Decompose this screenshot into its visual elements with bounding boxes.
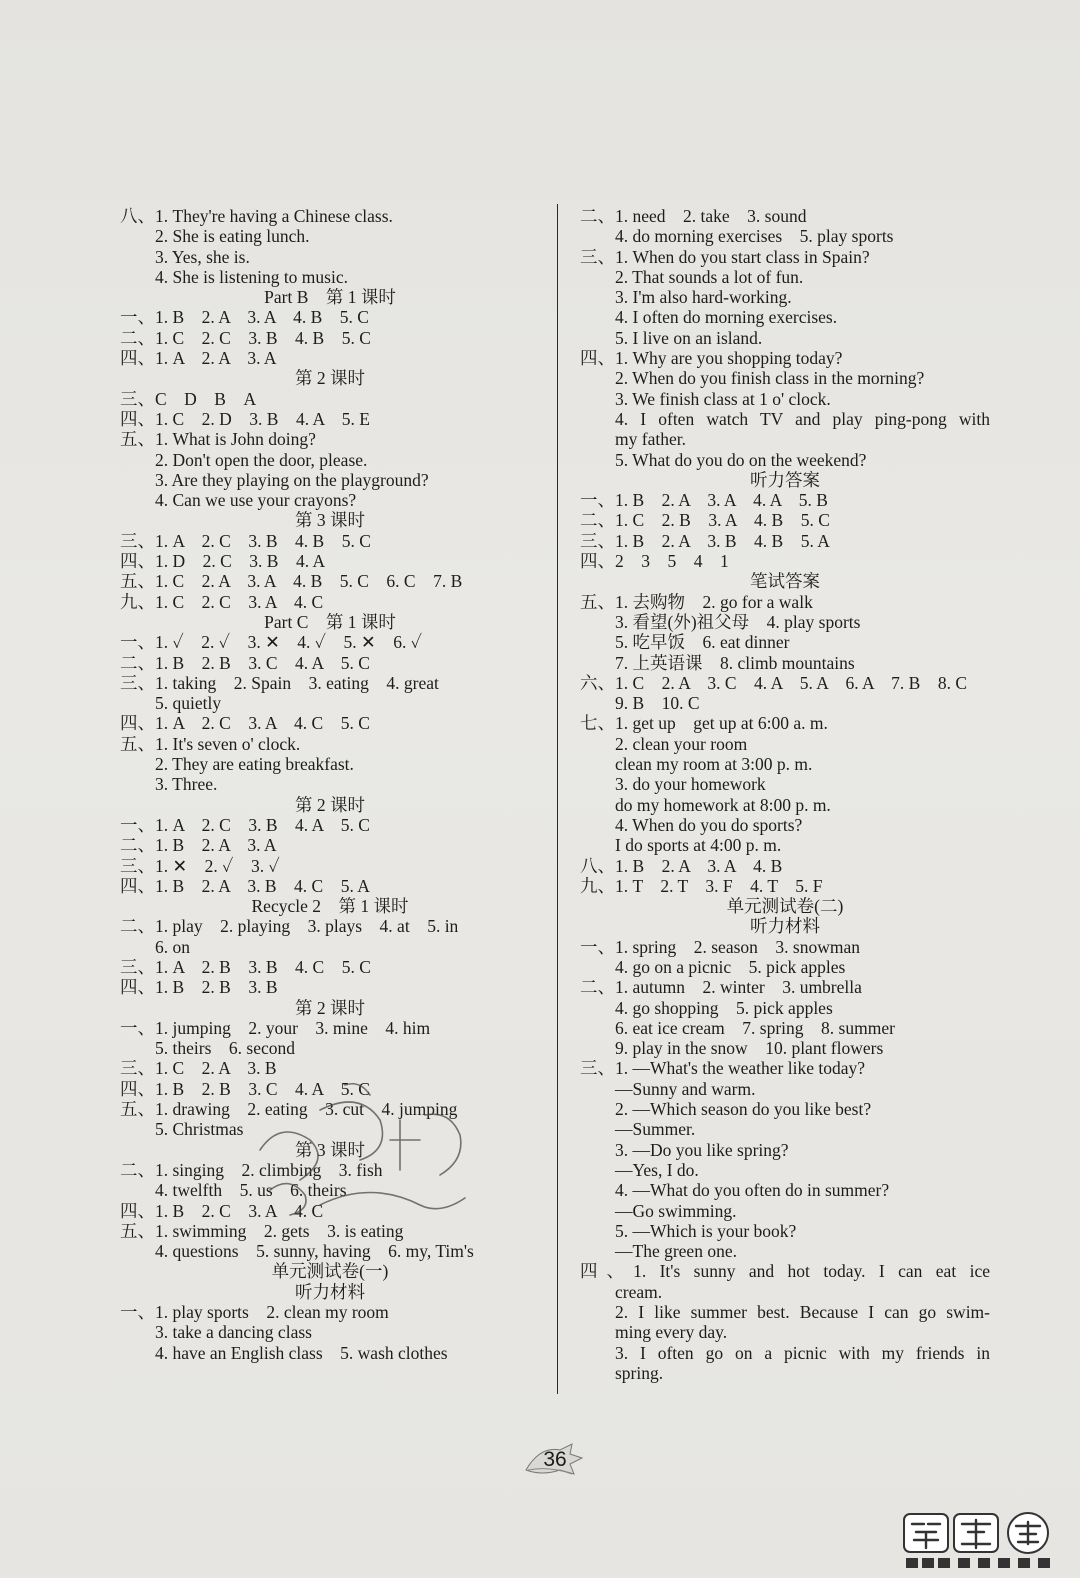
answer-line: 2. That sounds a lot of fun. bbox=[615, 266, 804, 287]
answer-line: 三、1. —What's the weather like today? bbox=[580, 1058, 866, 1079]
section-heading: 笔试答案 bbox=[750, 571, 820, 592]
answer-line: 5. 吃早饭 6. eat dinner bbox=[615, 632, 790, 653]
answer-line: 4. do morning exercises 5. play sports bbox=[615, 226, 894, 247]
answer-line: 4. have an English class 5. wash clothes bbox=[155, 1342, 448, 1363]
answer-line: 六、1. C 2. A 3. C 4. A 5. A 6. A 7. B 8. C bbox=[580, 672, 968, 693]
answer-line: 7. 上英语课 8. climb mountains bbox=[615, 652, 855, 673]
answer-line: 九、1. T 2. T 3. F 4. T 5. F bbox=[580, 875, 823, 896]
answer-line: 3. take a dancing class bbox=[155, 1322, 312, 1343]
answer-line: 四、1. A 2. C 3. A 4. C 5. C bbox=[120, 713, 370, 734]
answer-line: 二、1. need 2. take 3. sound bbox=[580, 206, 807, 226]
answer-line: 五、1. C 2. A 3. A 4. B 5. C 6. C 7. B bbox=[120, 571, 463, 592]
answer-line: 4. She is listening to music. bbox=[155, 266, 348, 287]
answer-line: —Summer. bbox=[615, 1119, 696, 1140]
answer-line: 4. questions 5. sunny, having 6. my, Tim's bbox=[155, 1241, 474, 1262]
answer-line: 二、1. singing 2. climbing 3. fish bbox=[120, 1159, 383, 1180]
answer-line: 3. do your homework bbox=[615, 774, 766, 795]
answer-line: 5. What do you do on the weekend? bbox=[615, 449, 867, 470]
answer-line: 4. go on a picnic 5. pick apples bbox=[615, 956, 846, 977]
answer-line: 二、1. C 2. B 3. A 4. B 5. C bbox=[580, 510, 830, 531]
answer-line: 一、1. A 2. C 3. B 4. A 5. C bbox=[120, 814, 370, 835]
answer-line: 三、1. A 2. C 3. B 4. B 5. C bbox=[120, 530, 371, 551]
answer-line: 二、1. B 2. A 3. A bbox=[120, 835, 277, 856]
answer-line: 3. Yes, she is. bbox=[155, 246, 250, 267]
answer-line: 3. —Do you like spring? bbox=[615, 1139, 789, 1160]
answer-line: 4. I often do morning exercises. bbox=[615, 307, 838, 328]
answer-line: 一、1. spring 2. season 3. snowman bbox=[580, 936, 860, 957]
answer-line: 2. I like summer best. Because I can go swim- bbox=[615, 1302, 990, 1323]
answer-line: clean my room at 3:00 p. m. bbox=[615, 754, 813, 775]
answer-line: 四、1. C 2. D 3. B 4. A 5. E bbox=[120, 408, 370, 429]
answer-line: 4. Can we use your crayons? bbox=[155, 490, 357, 511]
answer-line: 四、1. B 2. B 3. C 4. A 5. C bbox=[120, 1078, 370, 1099]
section-heading: Recycle 2 第 1 课时 bbox=[251, 896, 409, 917]
answer-line: 9. B 10. C bbox=[615, 693, 700, 714]
answer-line: 五、1. What is John doing? bbox=[120, 429, 316, 450]
answer-line: 一、1. ✓ 2. ✓ 3. ✕ 4. ✓ 5. ✕ 6. ✓ bbox=[120, 632, 422, 653]
answer-line: 五、1. It's seven o' clock. bbox=[120, 733, 301, 754]
answer-line: 一、1. B 2. A 3. A 4. B 5. C bbox=[120, 307, 369, 328]
section-heading: Part B 第 1 课时 bbox=[264, 287, 396, 308]
answer-line: 一、1. play sports 2. clean my room bbox=[120, 1302, 389, 1323]
answer-line: 二、1. play 2. playing 3. plays 4. at 5. in bbox=[120, 916, 459, 937]
answer-line: 3. I'm also hard-working. bbox=[615, 287, 792, 308]
answer-line: 四、1. B 2. B 3. B bbox=[120, 977, 278, 998]
section-heading: 第 2 课时 bbox=[295, 794, 365, 815]
answer-line: 八、1. B 2. A 3. A 4. B bbox=[580, 855, 783, 876]
section-heading: 听力材料 bbox=[750, 916, 820, 937]
section-heading: 第 2 课时 bbox=[295, 368, 365, 389]
answer-line: 一、1. B 2. A 3. A 4. A 5. B bbox=[580, 490, 828, 511]
answer-line: 四、1. B 2. C 3. A 4. C bbox=[120, 1200, 324, 1221]
answer-line: 2. She is eating lunch. bbox=[155, 226, 310, 247]
answer-line: 三、1. ✕ 2. ✓ 3. ✓ bbox=[120, 855, 280, 876]
answer-line: 9. play in the snow 10. plant flowers bbox=[615, 1038, 884, 1059]
answer-line: 三、1. When do you start class in Spain? bbox=[580, 246, 870, 267]
answer-line: —Yes, I do. bbox=[615, 1159, 699, 1180]
answer-line: 5. —Which is your book? bbox=[615, 1220, 797, 1241]
answer-line: 四、2 3 5 4 1 bbox=[580, 551, 729, 572]
section-heading: 单元测试卷(二) bbox=[726, 896, 844, 917]
answer-line: 3. Three. bbox=[155, 774, 218, 795]
answer-line: 6. on bbox=[155, 936, 190, 957]
answer-line: 五、1. swimming 2. gets 3. is eating bbox=[120, 1220, 404, 1241]
answer-line: ming every day. bbox=[615, 1322, 728, 1343]
answer-line: cream. bbox=[615, 1281, 663, 1302]
answer-line: 五、1. drawing 2. eating 3. cut 4. jumping bbox=[120, 1099, 458, 1120]
column-divider bbox=[557, 204, 558, 1394]
section-heading: Part C 第 1 课时 bbox=[264, 611, 396, 632]
answer-line: do my homework at 8:00 p. m. bbox=[615, 794, 831, 815]
answer-line: 3. 看望(外)祖父母 4. play sports bbox=[615, 611, 861, 632]
answer-line: 4. I often watch TV and play ping-pong with bbox=[615, 408, 990, 429]
section-heading: 听力答案 bbox=[750, 469, 820, 490]
answer-line: 七、1. get up get up at 6:00 a. m. bbox=[580, 713, 828, 734]
answer-line: 3. We finish class at 1 o' clock. bbox=[615, 388, 831, 409]
answer-line: 4. When do you do sports? bbox=[615, 814, 803, 835]
answer-line: 5. quietly bbox=[155, 693, 222, 714]
answer-line: 三、1. A 2. B 3. B 4. C 5. C bbox=[120, 956, 371, 977]
answer-line: 2. clean your room bbox=[615, 733, 748, 754]
answer-line: 3. Are they playing on the playground? bbox=[155, 469, 429, 490]
answer-line: 三、1. B 2. A 3. B 4. B 5. A bbox=[580, 530, 830, 551]
answer-line: 九、1. C 2. C 3. A 4. C bbox=[120, 591, 324, 612]
section-heading: 第 3 课时 bbox=[295, 1139, 365, 1160]
answer-line: 2. They are eating breakfast. bbox=[155, 754, 354, 775]
answer-line: 四、1. A 2. A 3. A bbox=[120, 348, 277, 369]
right-column bbox=[580, 206, 990, 1383]
answer-line: 二、1. C 2. C 3. B 4. B 5. C bbox=[120, 327, 371, 348]
section-heading: 单元测试卷(一) bbox=[271, 1261, 389, 1282]
page-number-text: 36 bbox=[543, 1448, 567, 1471]
left-column bbox=[120, 206, 540, 1363]
answer-line: —Go swimming. bbox=[615, 1200, 737, 1221]
section-heading: 第 2 课时 bbox=[295, 997, 365, 1018]
answer-line: —Sunny and warm. bbox=[615, 1078, 756, 1099]
answer-line: 四、1. It's sunny and hot today. I can eat ice bbox=[580, 1261, 990, 1282]
answer-line: 3. I often go on a picnic with my friends in bbox=[615, 1342, 990, 1363]
answer-line: 一、1. jumping 2. your 3. mine 4. him bbox=[120, 1017, 431, 1038]
answer-line: —The green one. bbox=[615, 1241, 737, 1262]
answer-line: 四、1. D 2. C 3. B 4. A bbox=[120, 551, 326, 572]
answer-line: 三、1. C 2. A 3. B bbox=[120, 1058, 277, 1079]
answer-line: 2. When do you finish class in the morning? bbox=[615, 368, 925, 389]
answer-line: 四、1. Why are you shopping today? bbox=[580, 348, 843, 369]
answer-line: my father. bbox=[615, 429, 686, 450]
page-number bbox=[520, 1440, 590, 1480]
answer-line: 4. —What do you often do in summer? bbox=[615, 1180, 890, 1201]
answer-line: 5. theirs 6. second bbox=[155, 1038, 295, 1059]
answer-line: 二、1. B 2. B 3. C 4. A 5. C bbox=[120, 652, 370, 673]
answer-line: spring. bbox=[615, 1362, 664, 1383]
answer-line: 6. eat ice cream 7. spring 8. summer bbox=[615, 1017, 895, 1038]
answer-line: 四、1. B 2. A 3. B 4. C 5. A bbox=[120, 875, 370, 896]
answer-line: 2. —Which season do you like best? bbox=[615, 1099, 872, 1120]
section-heading: 第 3 课时 bbox=[295, 510, 365, 531]
answer-line: 五、1. 去购物 2. go for a walk bbox=[580, 591, 813, 612]
answer-line: 4. twelfth 5. us 6. theirs bbox=[155, 1180, 347, 1201]
answer-line: 2. Don't open the door, please. bbox=[155, 449, 368, 470]
answer-line: I do sports at 4:00 p. m. bbox=[615, 835, 782, 856]
answer-line: 4. go shopping 5. pick apples bbox=[615, 997, 833, 1018]
answer-line: 三、1. taking 2. Spain 3. eating 4. great bbox=[120, 672, 439, 693]
answer-line: 5. Christmas bbox=[155, 1119, 244, 1140]
answer-line: 八、1. They're having a Chinese class. bbox=[120, 206, 393, 226]
answer-line: 三、C D B A bbox=[120, 388, 257, 409]
answer-circle-logo bbox=[898, 1510, 1068, 1572]
section-heading: 听力材料 bbox=[295, 1281, 365, 1302]
answer-line: 二、1. autumn 2. winter 3. umbrella bbox=[580, 977, 862, 998]
answer-line: 5. I live on an island. bbox=[615, 327, 763, 348]
